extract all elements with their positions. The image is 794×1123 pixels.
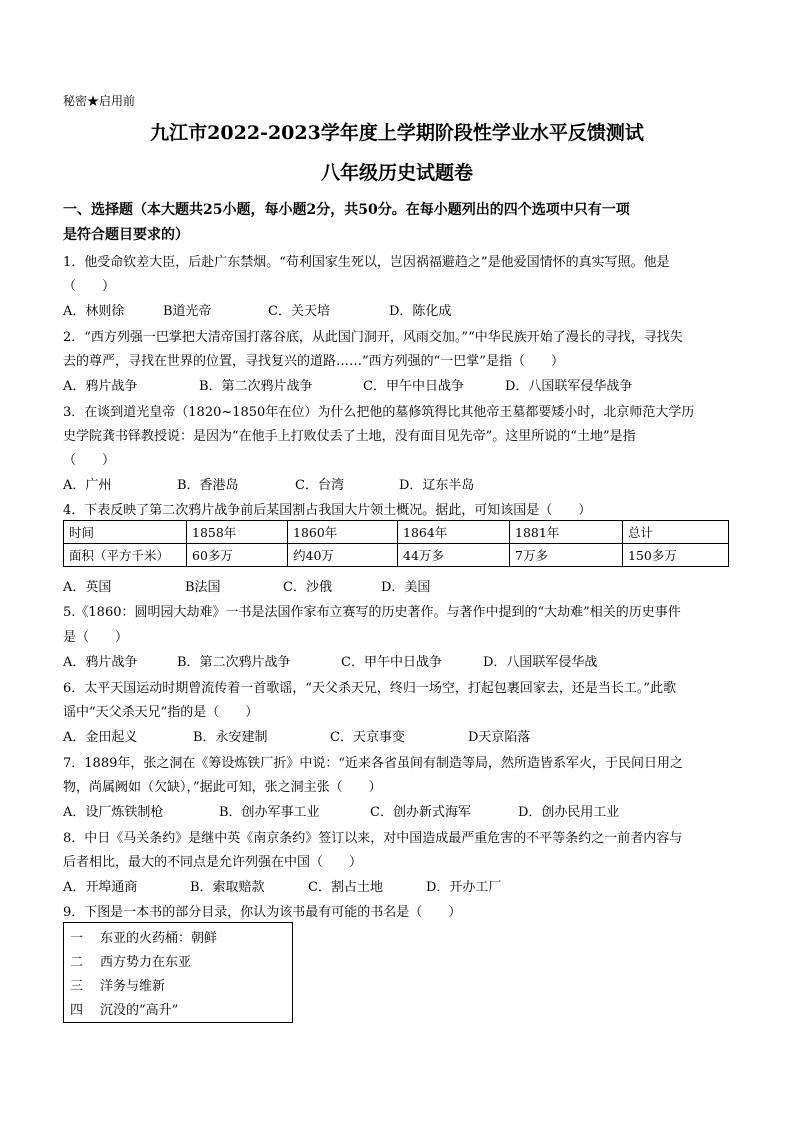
option-d[interactable]: D．八国联军侵华战争 [505,379,633,394]
option-a[interactable]: A．林则徐 [63,304,125,319]
option-c[interactable]: C．台湾 [295,478,344,493]
secret-label: 秘密★启用前 [63,94,136,108]
option-b[interactable]: B．第二次鸦片战争 [177,655,291,670]
book-contents-box [63,922,293,1023]
toc-number: 二 [70,955,84,970]
option-a[interactable]: A．广州 [63,478,112,493]
table-cell: 1881年 [510,521,623,544]
option-d[interactable]: D．八国联军侵华战 [483,655,598,670]
option-b[interactable]: B．永安建制 [193,730,268,745]
territory-table [63,520,729,567]
toc-number: 四 [70,1003,84,1018]
toc-title: 西方势力在东亚 [100,955,192,970]
list-item [70,999,178,1018]
option-c[interactable]: C．创办新式海军 [370,805,471,820]
option-a[interactable]: A．英国 [63,580,112,595]
table-cell: 1858年 [187,521,288,544]
table-row [64,544,729,567]
question-2-options [63,375,729,393]
option-b[interactable]: B．第二次鸦片战争 [199,379,313,394]
option-c[interactable]: C．沙俄 [283,580,332,595]
question-2-line2: 去的尊严，寻找在世界的位置，寻找复兴的道路……”西方列强的“一巴掌”是指（ ） [63,354,564,369]
toc-title: 东亚的火药桶：朝鲜 [100,931,218,946]
option-a[interactable]: A．金田起义 [63,730,138,745]
question-8-line1: 8．中日《马关条约》是继中英《南京条约》签订以来，对中国造成最严重危害的不平等条约之一前者内容与 [63,831,683,846]
question-1-line1: 1．他受命钦差大臣，后赴广东禁烟。“苟利国家生死以，岂因祸福避趋之”是他爱国情怀的真实写照。他是 [63,255,670,270]
question-3-line3: （ ） [63,453,116,468]
page-subtitle: 八年级历史试题卷 [320,162,473,184]
option-d[interactable]: D．辽东半岛 [399,478,475,493]
option-d[interactable]: D天京陷落 [468,730,531,745]
list-item [70,975,165,994]
option-a[interactable]: A．开埠通商 [63,880,138,895]
option-d[interactable]: D．陈化成 [389,304,452,319]
section-heading-line1: 一、选择题（本大题共25小题，每小题2分，共50分。在每小题列出的四个选项中只有一项 [63,202,630,218]
option-c[interactable]: C．甲午中日战争 [363,379,464,394]
question-8-options [63,876,729,894]
table-cell: 44万多 [398,544,510,567]
question-6-line2: 谣中“天父杀天兄”指的是（ ） [63,705,259,720]
option-b[interactable]: B．创办军事工业 [219,805,320,820]
option-c[interactable]: C．关天培 [268,304,330,319]
option-c[interactable]: C．割占土地 [308,880,383,895]
option-c[interactable]: C．天京事变 [330,730,405,745]
question-5-line2: 是（ ） [63,630,129,645]
question-3-line2: 史学院龚书铎教授说：是因为“在他手上打败仗丢了土地，没有面目见先帝”。这里所说的“土地”是指 [63,429,636,444]
question-3-options [63,474,729,492]
question-6-line1: 6．太平天国运动时期曾流传着一首歌谣，“天父杀天兄，终归一场空，打起包裹回家去，还是当长工。”此歌 [63,681,677,696]
option-b[interactable]: B道光帝 [163,304,212,319]
question-5-options [63,651,729,669]
option-d[interactable]: D．美国 [381,580,431,595]
table-cell: 7万多 [510,544,623,567]
question-6-options [63,726,729,744]
option-a[interactable]: A．鸦片战争 [63,655,138,670]
table-cell: 60多万 [187,544,288,567]
option-a[interactable]: A．设厂炼铁制枪 [63,805,164,820]
question-4-options [63,576,729,594]
toc-title: 沉没的“高升” [100,1003,179,1018]
toc-title: 洋务与维新 [100,979,166,994]
question-5-line1: 5.《1860：圆明园大劫难》一书是法国作家布立赛写的历史著作。与著作中提到的“大劫难”相关的历史事件 [63,605,681,620]
question-7-line1: 7．1889年，张之洞在《筹设炼铁厂折》中说：“近来各省虽间有制造等局，然所造皆系军火，于民间日用之 [63,756,684,771]
toc-number: 三 [70,979,84,994]
option-d[interactable]: D．创办民用工业 [518,805,620,820]
option-d[interactable]: D．开办工厂 [426,880,502,895]
question-1-line2: （ ） [63,279,116,294]
list-item [70,951,191,970]
table-cell: 约40万 [288,544,398,567]
question-2-line1: 2．“西方列强一巴掌把大清帝国打落谷底，从此国门洞开，风雨交加。”“中华民族开始了漫长的寻找，寻找失 [63,330,683,345]
table-cell: 1864年 [398,521,510,544]
toc-number: 一 [70,931,84,946]
option-b[interactable]: B法国 [185,580,221,595]
table-cell: 总计 [623,521,729,544]
question-8-line2: 后者相比，最大的不同点是允许列强在中国（ ） [63,855,363,870]
table-cell: 150多万 [623,544,729,567]
question-1-options [63,300,729,318]
question-9-line1: 9．下图是一本书的部分目录，你认为该书最有可能的书名是（ ） [63,905,462,920]
section-heading-line2: 是符合题目要求的） [63,227,189,243]
question-7-options [63,801,729,819]
option-a[interactable]: A．鸦片战争 [63,379,138,394]
question-7-line2: 物，尚属阙如（欠缺），”据此可知，张之洞主张（ ） [63,780,382,795]
table-cell: 1860年 [288,521,398,544]
option-b[interactable]: B．香港岛 [177,478,239,493]
table-cell: 面积（平方千米） [64,544,187,567]
question-3-line1: 3．在谈到道光皇帝（1820~1850年在位）为什么把他的墓修筑得比其他帝王墓都要矮小时，北京师范大学历 [63,405,695,420]
list-item [70,927,217,946]
page-title: 九江市2022-2023学年度上学期阶段性学业水平反馈测试 [150,122,644,144]
table-cell: 时间 [64,521,187,544]
option-b[interactable]: B．索取赔款 [190,880,265,895]
question-4-line1: 4．下表反映了第二次鸦片战争前后某国割占我国大片领土概况。据此，可知该国是（ ） [63,503,592,518]
option-c[interactable]: C．甲午中日战争 [341,655,442,670]
table-row [64,521,729,544]
